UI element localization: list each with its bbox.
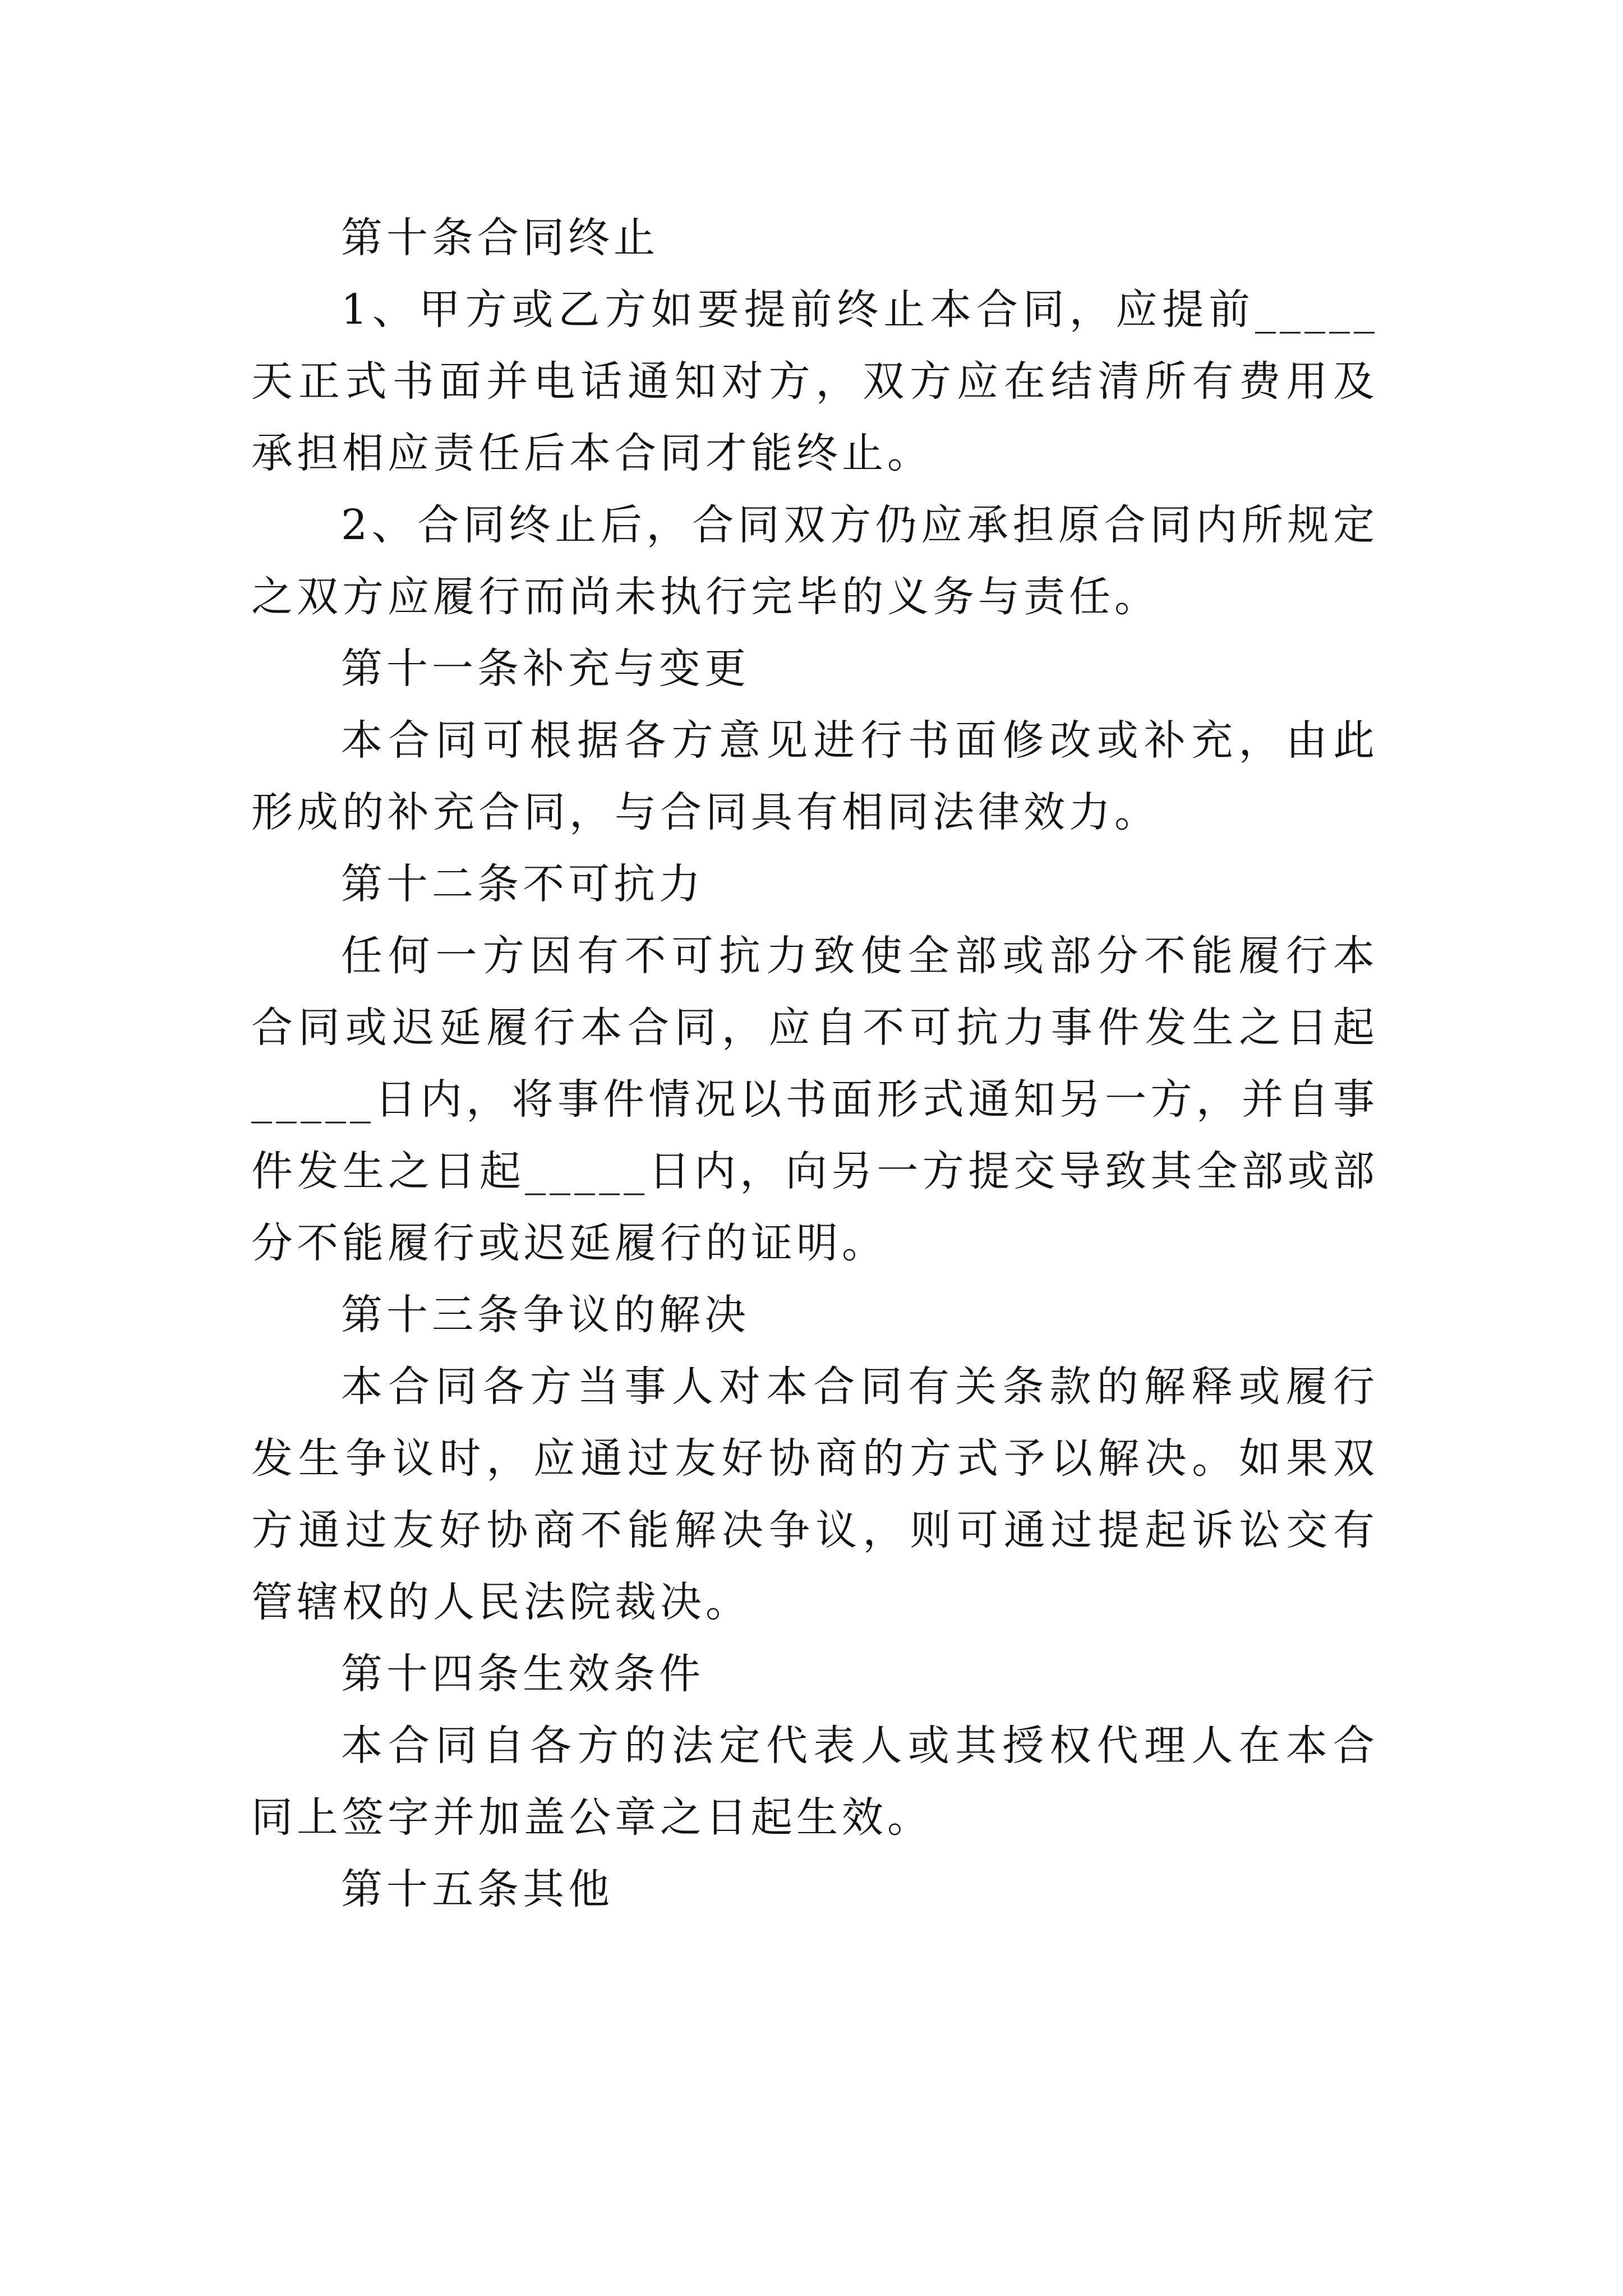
- section-heading-13: 第十三条争议的解决: [341, 1291, 750, 1339]
- section-heading-11: 第十一条补充与变更: [341, 645, 750, 693]
- document-body: [251, 202, 1378, 1925]
- paragraph-termination-1: 1、甲方或乙方如要提前终止本合同，应提前_____天正式书面并电话通知对方，双方应在结清所有费用及承担相应责任后本合同才能终止。: [251, 286, 1378, 477]
- paragraph-effectiveness: 本合同自各方的法定代表人或其授权代理人在本合同上签字并加盖公章之日起生效。: [251, 1722, 1378, 1842]
- section-heading-10: 第十条合同终止: [341, 214, 659, 262]
- section-heading-15: 第十五条其他: [341, 1865, 614, 1913]
- section-heading-12: 第十二条不可抗力: [341, 860, 704, 908]
- paragraph-termination-2: 2、合同终止后，合同双方仍应承担原合同内所规定之双方应履行而尚未执行完毕的义务与责任。: [251, 501, 1378, 621]
- section-heading-14: 第十四条生效条件: [341, 1650, 704, 1698]
- paragraph-dispute-resolution: 本合同各方当事人对本合同有关条款的解释或履行发生争议时，应通过友好协商的方式予以解决。如果双方通过友好协商不能解决争议，则可通过提起诉讼交有管辖权的人民法院裁决。: [251, 1363, 1378, 1626]
- paragraph-amendment: 本合同可根据各方意见进行书面修改或补充，由此形成的补充合同，与合同具有相同法律效力。: [251, 716, 1378, 836]
- paragraph-force-majeure: 任何一方因有不可抗力致使全部或部分不能履行本合同或迟延履行本合同，应自不可抗力事件发生之日起_____日内，将事件情况以书面形式通知另一方，并自事件发生之日起_____日内，向另一方提交导致其全部或部分不能履行或迟延履行的证明。: [251, 932, 1378, 1267]
